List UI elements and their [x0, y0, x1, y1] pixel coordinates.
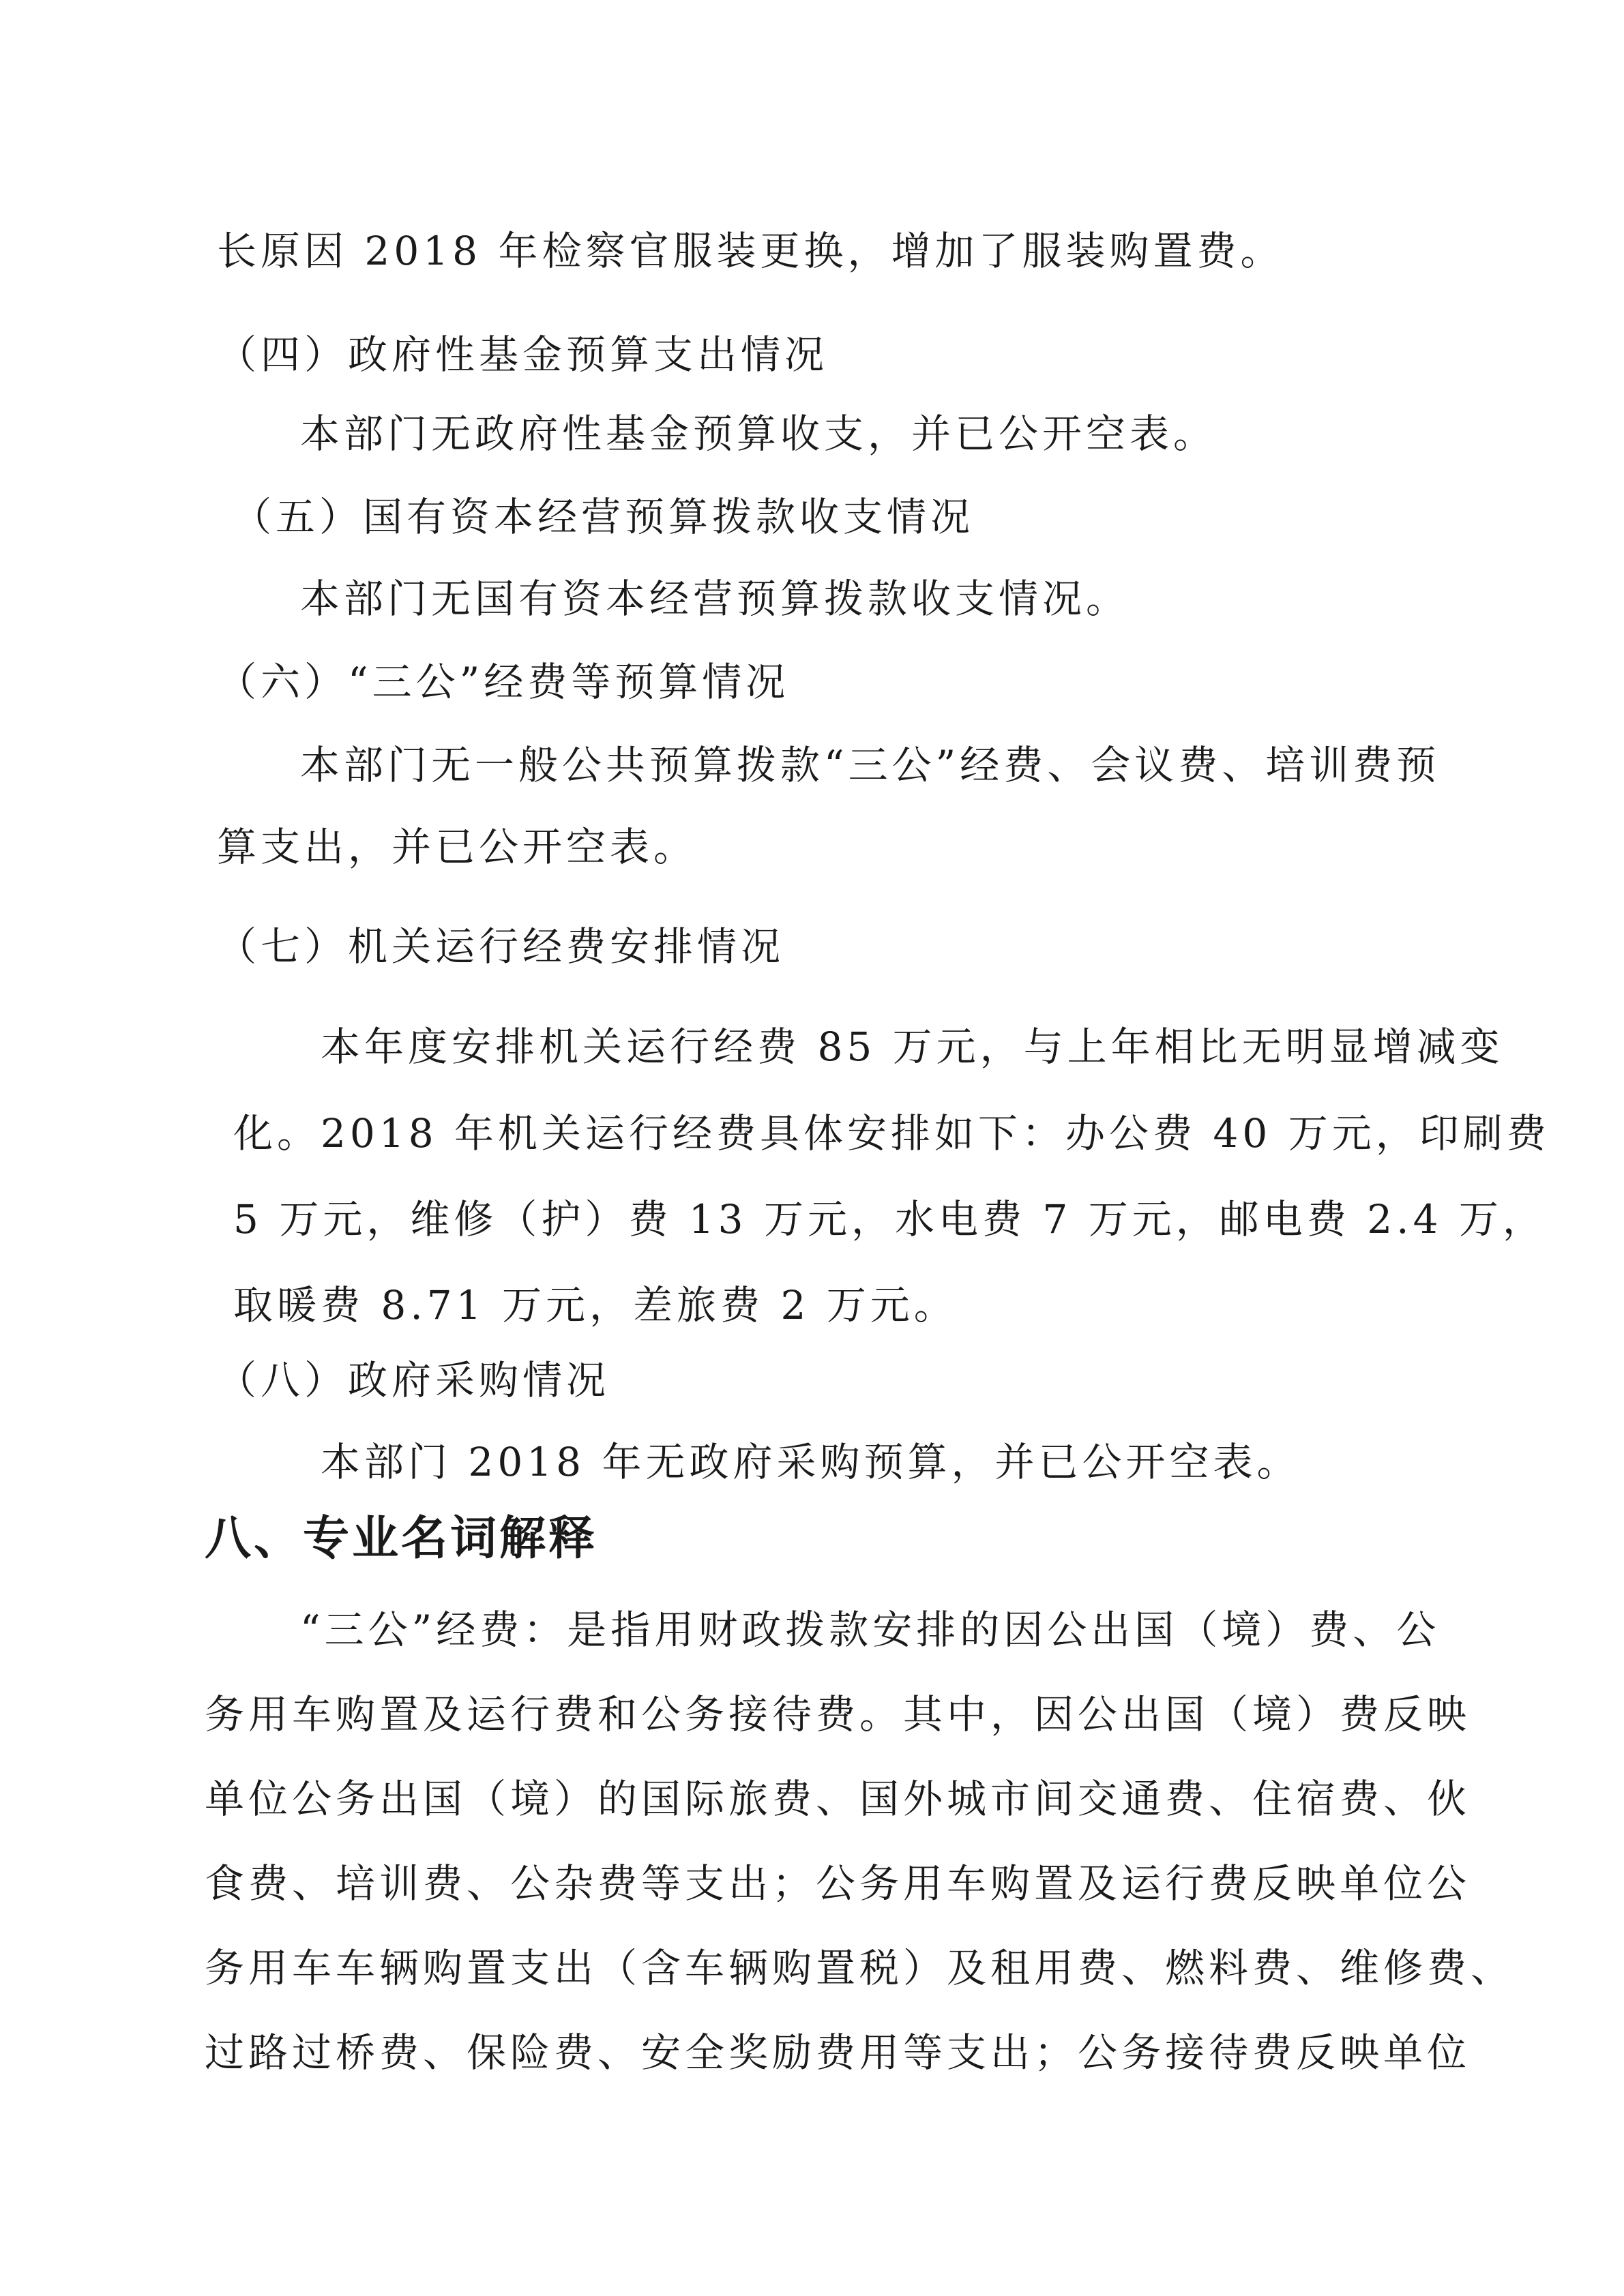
- text-line: 算支出，并已公开空表。: [217, 824, 698, 870]
- subsection-heading: （七）机关运行经费安排情况: [217, 923, 785, 970]
- subsection-heading: （五）国有资本经营预算拨款收支情况: [232, 494, 975, 540]
- text-line: 本部门无国有资本经营预算拨款收支情况。: [300, 576, 1130, 622]
- text-line: 本年度安排机关运行经费 85 万元，与上年相比无明显增减变: [321, 1024, 1504, 1070]
- text-line: 本部门 2018 年无政府采购预算，并已公开空表。: [321, 1439, 1301, 1485]
- subsection-heading: （四）政府性基金预算支出情况: [217, 331, 829, 378]
- subsection-heading: （六）“三公”经费等预算情况: [217, 659, 790, 705]
- text-line: 过路过桥费、保险费、安全奖励费用等支出；公务接待费反映单位: [205, 2029, 1471, 2076]
- text-line: 化。2018 年机关运行经费具体安排如下：办公费 40 万元，印刷费: [233, 1110, 1550, 1157]
- subsection-heading: （八）政府采购情况: [217, 1357, 610, 1403]
- text-line: 本部门无政府性基金预算收支，并已公开空表。: [300, 411, 1217, 457]
- text-line: 取暖费 8.71 万元，差旅费 2 万元。: [233, 1282, 958, 1328]
- text-line: 务用车购置及运行费和公务接待费。其中，因公出国（境）费反映: [205, 1691, 1471, 1738]
- text-line: 5 万元，维修（护）费 13 万元，水电费 7 万元，邮电费 2.4 万，: [233, 1196, 1546, 1242]
- text-line: 长原因 2018 年检察官服装更换，增加了服装购置费。: [217, 228, 1284, 274]
- text-line: “三公”经费：是指用财政拨款安排的因公出国（境）费、公: [300, 1607, 1441, 1653]
- section-heading: 八、专业名词解释: [205, 1512, 598, 1566]
- text-line: 本部门无一般公共预算拨款“三公”经费、会议费、培训费预: [300, 742, 1441, 788]
- text-line: 务用车车辆购置支出（含车辆购置税）及租用费、燃料费、维修费、: [205, 1945, 1515, 1991]
- text-line: 食费、培训费、公杂费等支出；公务用车购置及运行费反映单位公: [205, 1860, 1471, 1907]
- text-line: 单位公务出国（境）的国际旅费、国外城市间交通费、住宿费、伙: [205, 1776, 1471, 1822]
